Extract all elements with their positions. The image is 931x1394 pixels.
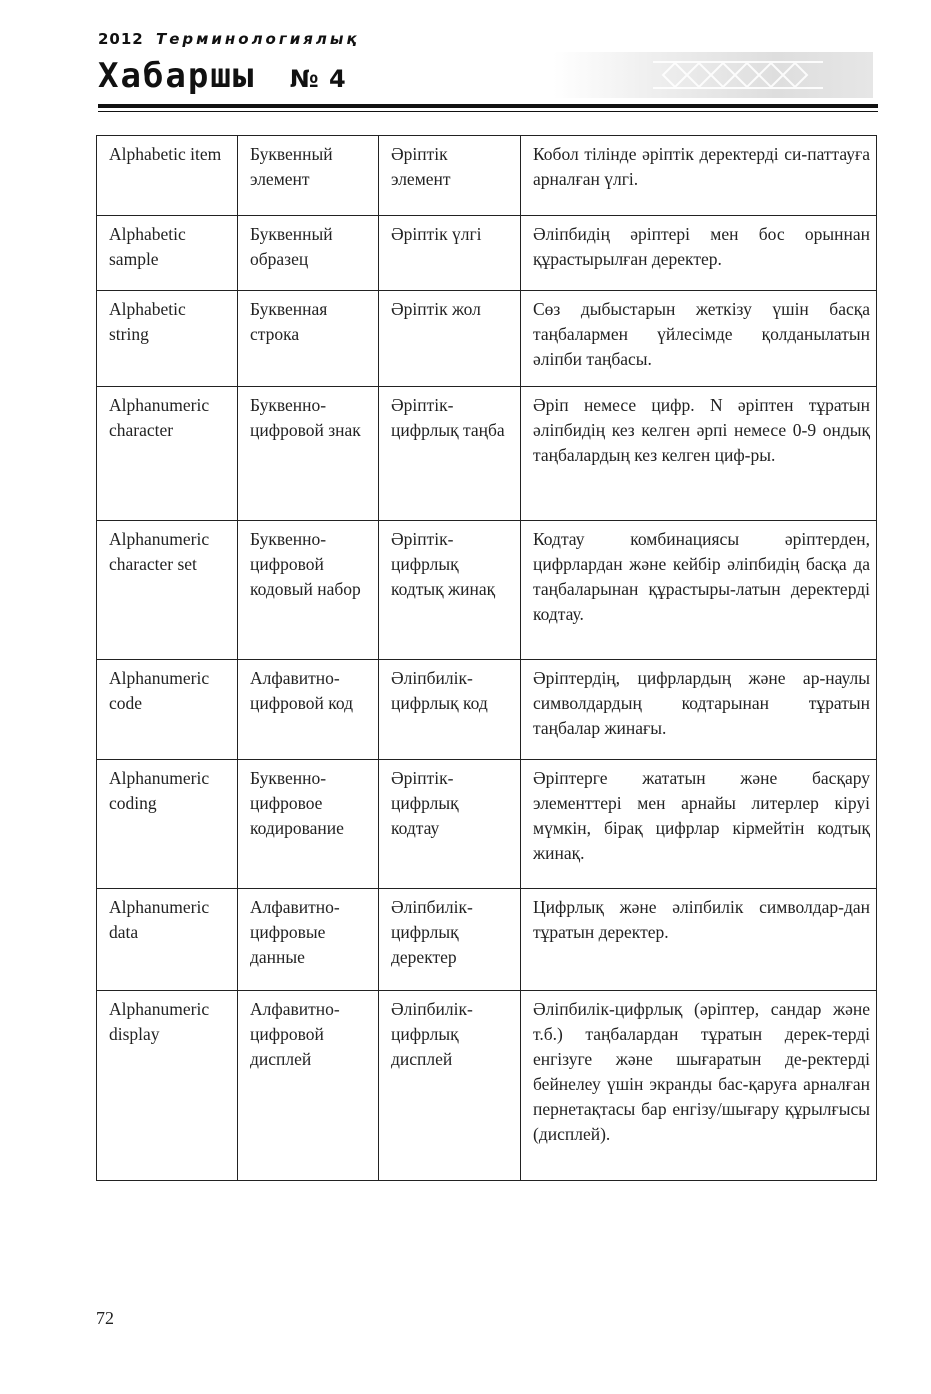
term-russian: Алфавитно-цифровой код [238, 660, 379, 760]
header-year: 2012 [98, 30, 144, 48]
term-english: Alphabetic item [97, 136, 238, 216]
term-kazakh: Әріптік жол [379, 291, 521, 387]
term-russian: Буквенный элемент [238, 136, 379, 216]
term-russian: Буквенный образец [238, 216, 379, 291]
table-row [97, 136, 877, 216]
term-definition: Әріптердің, цифрлардың және ар-наулы символдардың кодтарынан тұратын таңбалар жинағы. [521, 660, 877, 760]
term-definition: Кодтау комбинациясы әріптерден, цифрлардан және кейбір әліпбидің басқа да таңбаларынан құрастыры-латын деректерді кодтау. [521, 521, 877, 660]
term-kazakh: Әріптік-цифрлық кодтық жинақ [379, 521, 521, 660]
ornament-band [553, 52, 873, 98]
term-english: Alphabetic string [97, 291, 238, 387]
header-title: Хабаршы [98, 56, 256, 96]
term-kazakh: Әріптік-цифрлық кодтау [379, 760, 521, 889]
table-row [97, 760, 877, 889]
header-rule-thin [98, 111, 878, 112]
term-english: Alphanumeric data [97, 889, 238, 991]
term-russian: Буквенно-цифровое кодирование [238, 760, 379, 889]
term-english: Alphanumeric character set [97, 521, 238, 660]
header-rule-thick [98, 104, 878, 108]
table-row [97, 216, 877, 291]
term-english: Alphanumeric code [97, 660, 238, 760]
page-number: 72 [96, 1308, 114, 1328]
term-definition: Әріптерге жататын және басқару элементтері мен арнайы литерлер кіруі мүмкін, бірақ цифрлар кірмейтін кодтық жинақ. [521, 760, 877, 889]
term-definition: Кобол тілінде әріптік деректерді си-паттауға арналған үлгі. [521, 136, 877, 216]
table-row [97, 521, 877, 660]
header-journal: Терминологиялық [155, 30, 360, 48]
term-definition: Әліпбидің әріптері мен бос орыннан құрастырылған деректер. [521, 216, 877, 291]
page-header [98, 30, 878, 120]
term-kazakh: Әліпбилік-цифрлық код [379, 660, 521, 760]
term-definition: Әріп немесе цифр. N әріптен тұратын әліпбидің кез келген әрпі немесе 0-9 ондық таңбалардың кез келген циф-ры. [521, 387, 877, 521]
terminology-table [96, 135, 877, 1181]
term-kazakh: Әріптік элемент [379, 136, 521, 216]
term-kazakh: Әліпбилік-цифрлық дисплей [379, 991, 521, 1181]
term-russian: Буквенно-цифровой кодовый набор [238, 521, 379, 660]
term-russian: Буквенная строка [238, 291, 379, 387]
term-definition: Цифрлық және әліпбилік символдар-дан тұратын деректер. [521, 889, 877, 991]
term-kazakh: Әріптік үлгі [379, 216, 521, 291]
ornament-pattern-icon [553, 52, 873, 98]
term-english: Alphabetic sample [97, 216, 238, 291]
table-row [97, 291, 877, 387]
table-row [97, 889, 877, 991]
header-subtitle [98, 30, 360, 48]
term-kazakh: Әріптік-цифрлық таңба [379, 387, 521, 521]
term-russian: Алфавитно-цифровой дисплей [238, 991, 379, 1181]
table-row [97, 991, 877, 1181]
term-english: Alphanumeric character [97, 387, 238, 521]
term-russian: Алфавитно-цифровые данные [238, 889, 379, 991]
header-issue: № 4 [289, 65, 347, 93]
term-definition: Сөз дыбыстарын жеткізу үшін басқа таңбалармен үйлесімде қолданылатын әліпби таңбасы. [521, 291, 877, 387]
term-english: Alphanumeric display [97, 991, 238, 1181]
term-english: Alphanumeric coding [97, 760, 238, 889]
header-title-line [98, 56, 347, 96]
table-row [97, 660, 877, 760]
term-kazakh: Әліпбилік-цифрлық деректер [379, 889, 521, 991]
table-row [97, 387, 877, 521]
term-definition: Әліпбилік-цифрлық (әріптер, сандар және т.б.) таңбалардан тұратын дерек-терді енгізуге және шығаратын де-ректерді бейнелеу үшін экранды бас-қаруға арналған пернетақтасы бар енгізу/шығару құрылғысы (дисплей). [521, 991, 877, 1181]
term-russian: Буквенно-цифровой знак [238, 387, 379, 521]
